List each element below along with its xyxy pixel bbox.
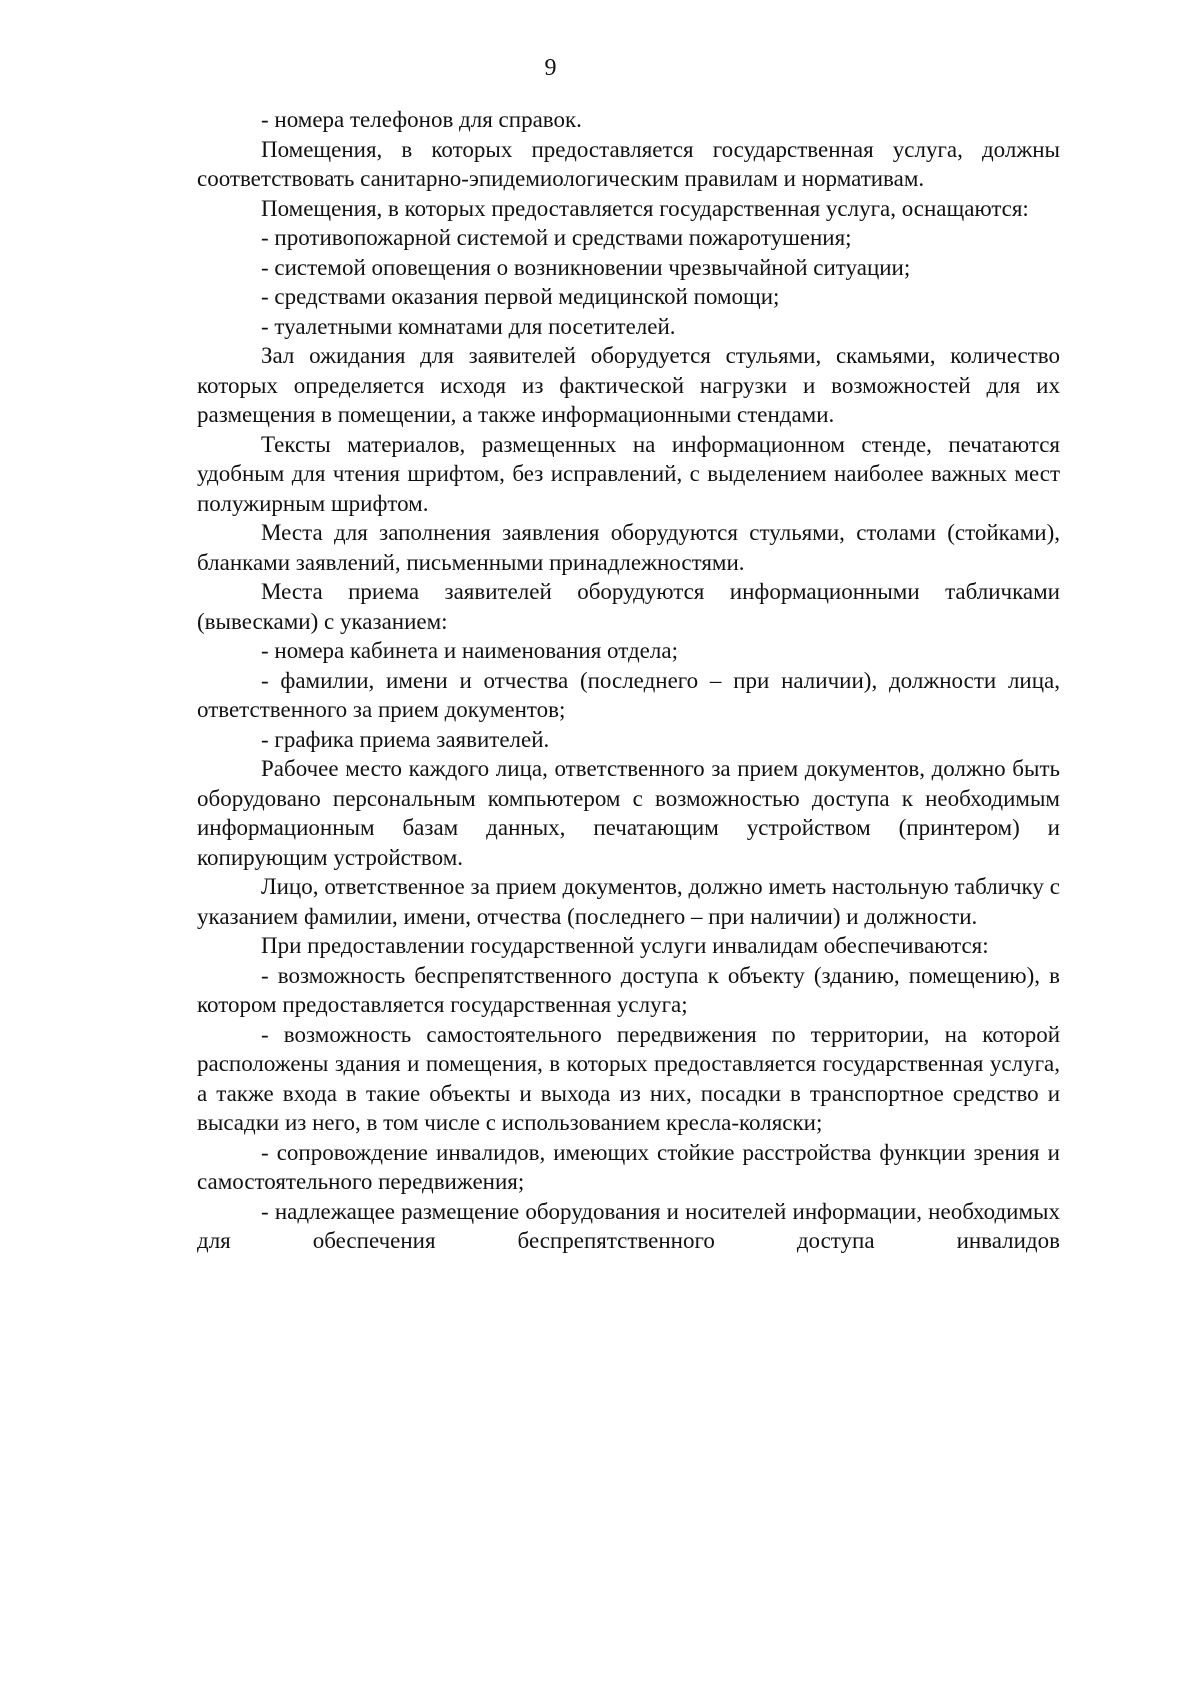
paragraph: Зал ожидания для заявителей оборудуется стульями, скамьями, количество которых определяется исходя из фактической нагрузки и возможностей для их размещения в помещении, а также информационными стендами. [197,343,1060,427]
paragraph: Места для заполнения заявления оборудуются стульями, столами (стойками), бланками заявлений, письменными принадлежностями. [197,520,1060,575]
paragraph: Помещения, в которых предоставляется государственная услуга, должны соответствовать санитарно-эпидемиологическим правилам и нормативам. [197,136,1060,191]
paragraph: Тексты материалов, размещенных на информационном стенде, печатаются удобным для чтения шрифтом, без исправлений, с выделением наиболее важных мест полужирным шрифтом. [197,431,1060,516]
list-item: - номера кабинета и наименования отдела; [261,638,678,663]
list-item: - противопожарной системой и средствами пожаротушения; [261,225,852,250]
paragraph: Лицо, ответственное за прием документов, должно иметь настольную табличку с указанием фамилии, имени, отчества (последнего – при наличии) и должности. [197,874,1060,929]
paragraph: При предоставлении государственной услуги инвалидам обеспечиваются: [261,933,989,958]
paragraph: Места приема заявителей оборудуются информационными табличками (вывесками) с указанием: [197,579,1060,634]
document-body [197,105,1060,1256]
list-item: - туалетными комнатами для посетителей. [261,313,676,339]
list-item: - возможность самостоятельного передвижения по территории, на которой расположены здания и помещения, в которых предоставляется государственная услуга, а также входа в такие объекты и выхода из них, посадки в транспортное средство и высадки из него, в том числе с использованием кресла-коляски; [197,1021,1060,1135]
list-item: - сопровождение инвалидов, имеющих стойкие расстройства функции зрения и самостоятельного передвижения; [197,1139,1060,1194]
list-item: - системой оповещения о возникновении чрезвычайной ситуации; [261,254,911,280]
paragraph: - номера телефонов для справок. [261,107,582,132]
paragraph: Помещения, в которых предоставляется государственная услуга, оснащаются: [261,195,1029,221]
page-number: 9 [544,55,557,81]
list-item: - фамилии, имени и отчества (последнего – при наличии), должности лица, ответственного за прием документов; [197,667,1060,722]
list-item: - надлежащее размещение оборудования и носителей информации, необходимых для обеспечения беспрепятственного доступа инвалидов [197,1198,1060,1253]
paragraph: Рабочее место каждого лица, ответственного за прием документов, должно быть оборудовано персональным компьютером с возможностью доступа к необходимым информационным базам данных, печатающим устройством (принтером) и копирующим устройством. [197,756,1060,870]
list-item: - графика приема заявителей. [261,726,550,752]
list-item: - средствами оказания первой медицинской помощи; [261,284,780,309]
list-item: - возможность беспрепятственного доступа к объекту (зданию, помещению), в котором предоставляется государственная услуга; [197,962,1060,1017]
